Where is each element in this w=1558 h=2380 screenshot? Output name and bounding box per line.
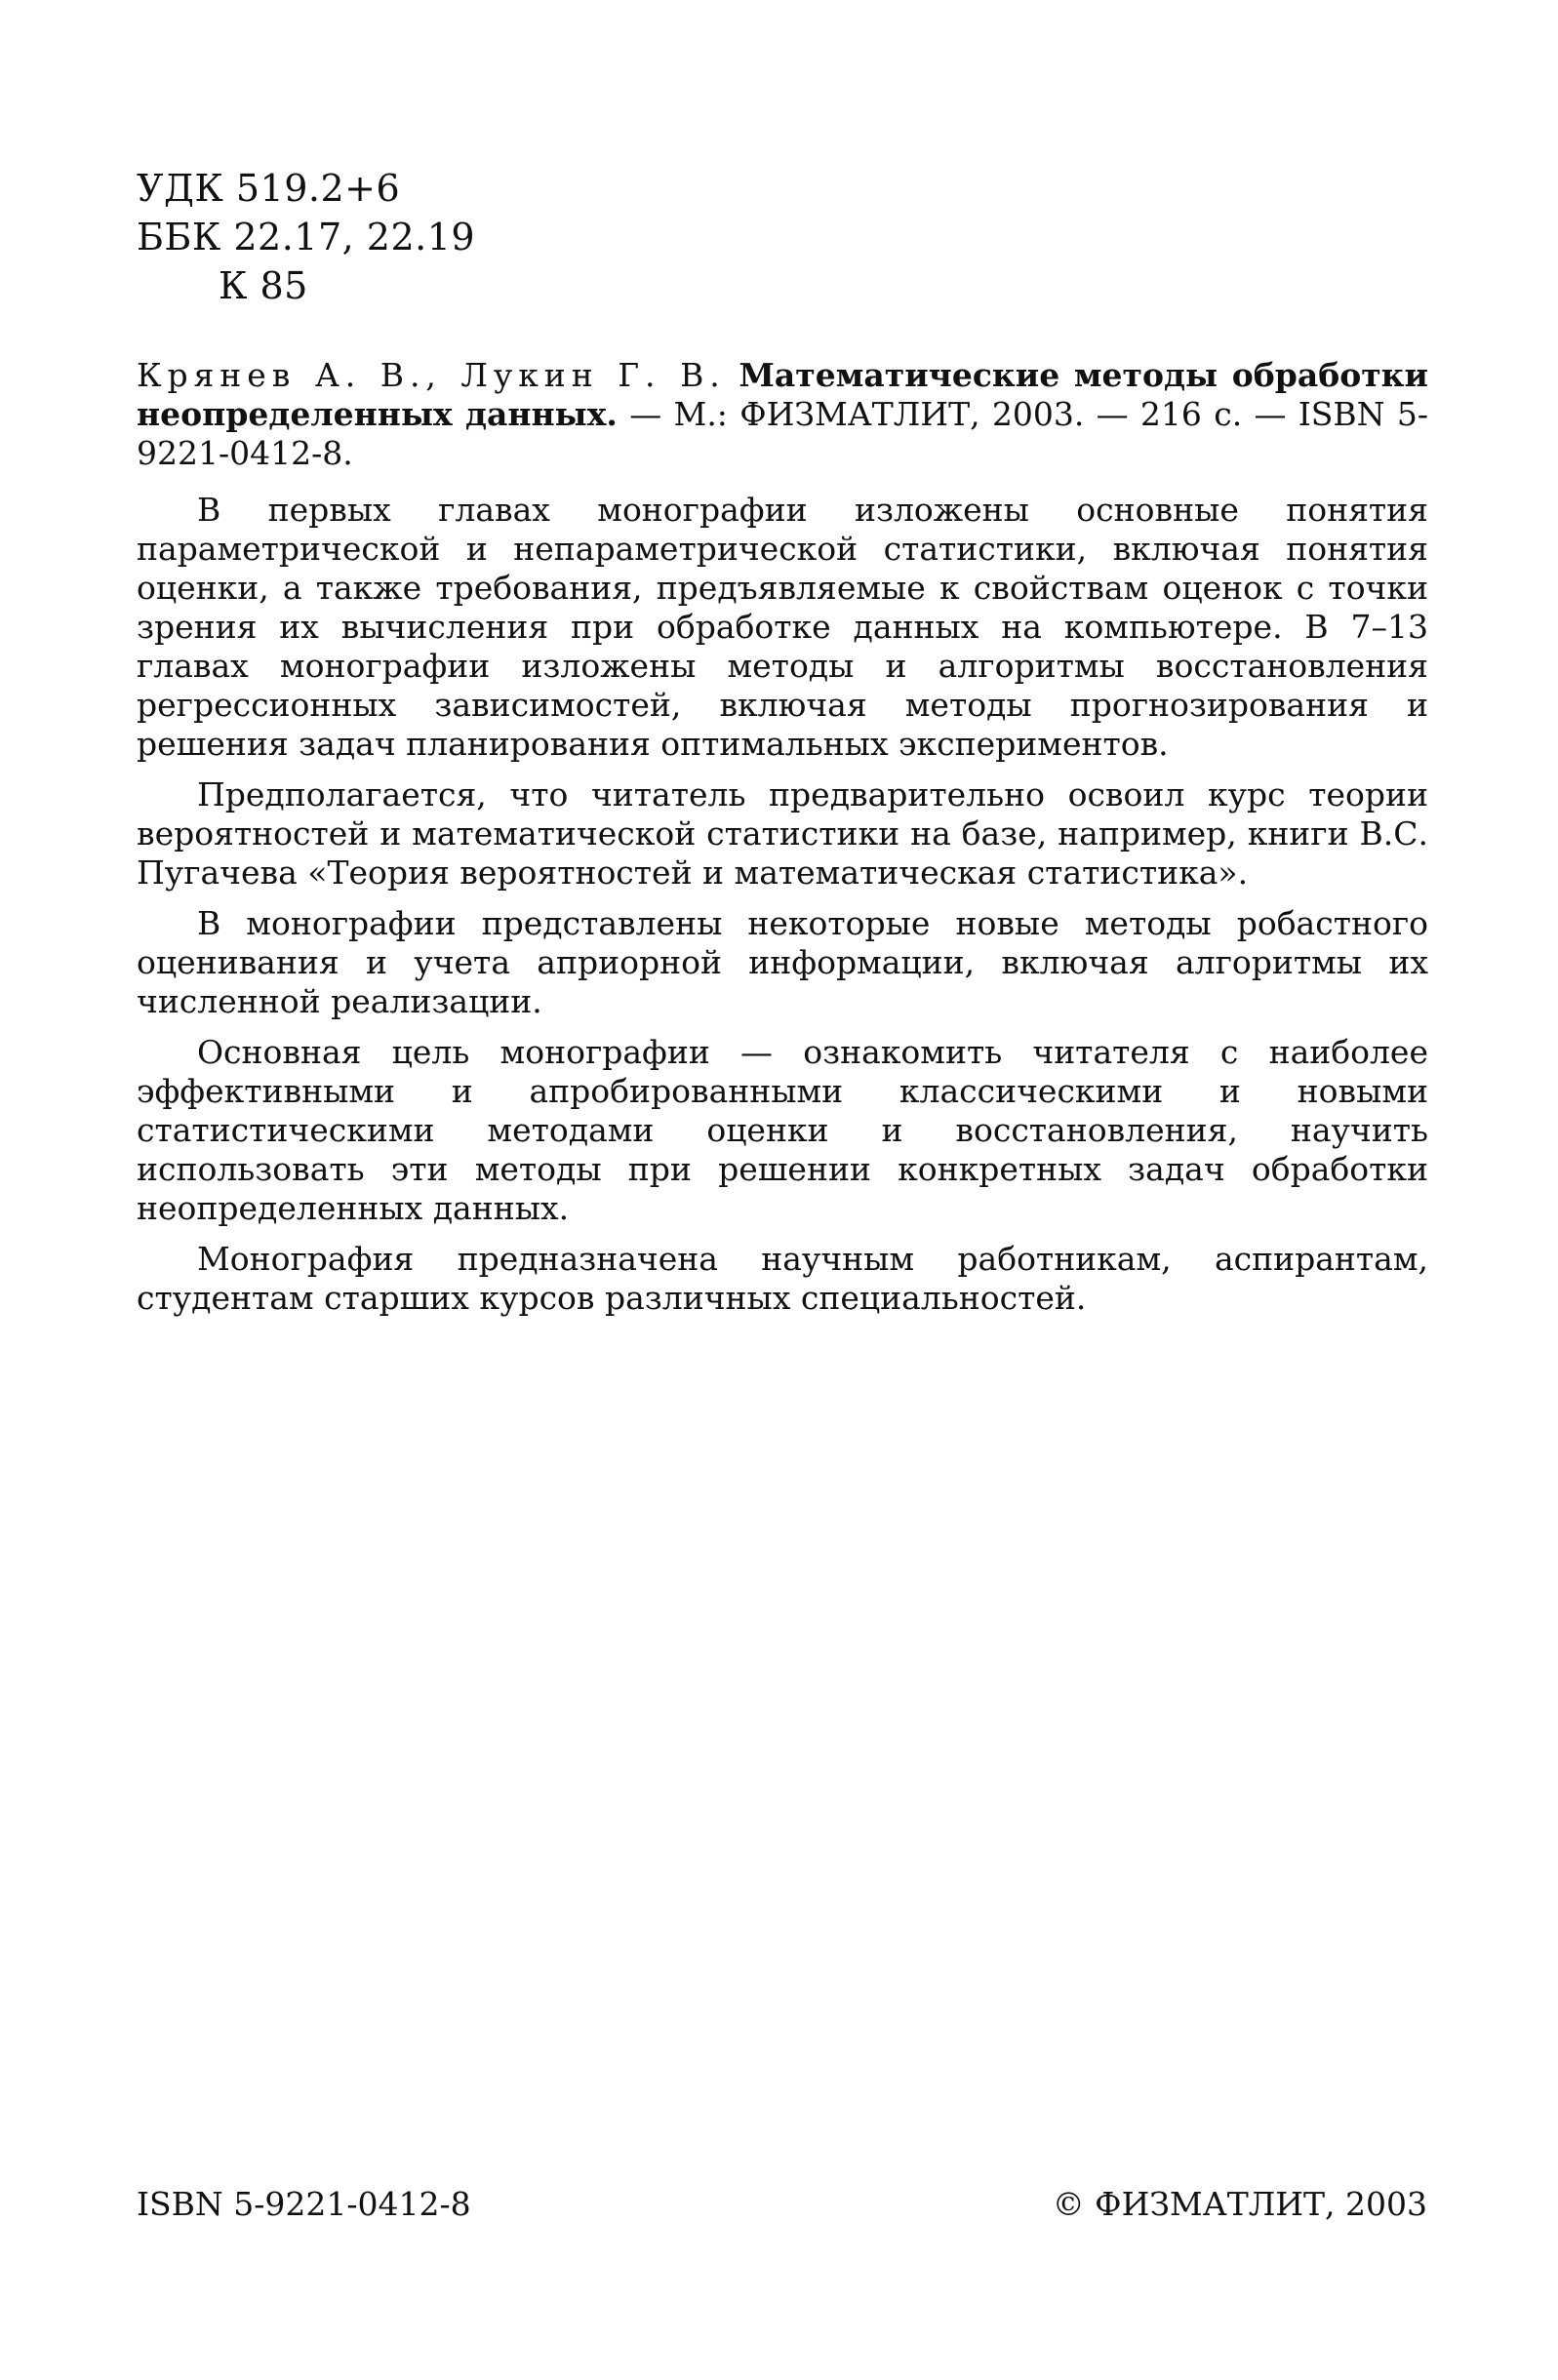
udk-code: УДК 519.2+6 [137, 167, 401, 210]
page-content [137, 356, 1428, 1329]
classification-codes [137, 164, 475, 310]
annotation-paragraph-1: В первых главах монографии изложены основные понятия параметрической и непараметрической статистики, включая понятия оценки, а также требования, предъявляемые к свойствам оценок с точки зрения их вычисления при обработке данных на компьютере. В 7–13 главах монографии изложены методы и алгоритмы восстановления регрессионных зависимостей, включая методы прогнозирования и решения задач планирования оптимальных экспериментов. [137, 491, 1428, 763]
footer-isbn: ISBN 5-9221-0412-8 [137, 2185, 471, 2223]
footer-copyright: © ФИЗМАТЛИТ, 2003 [1052, 2185, 1427, 2223]
bbk-code: ББК 22.17, 22.19 [137, 216, 476, 258]
page-footer [137, 2185, 1427, 2223]
annotation-paragraph-3: В монографии представлены некоторые новые методы робастного оценивания и учета априорной информации, включая алгоритмы их численной реализации. [137, 904, 1428, 1020]
annotation-paragraph-4: Основная цель монографии — ознакомить читателя с наиболее эффективными и апробированными классическими и новыми статистическими методами оценки и восстановления, научить использовать эти методы при решении конкретных задач обработки неопределенных данных. [137, 1033, 1428, 1227]
annotation-paragraph-2: Предполагается, что читатель предварительно освоил курс теории вероятностей и математической статистики на базе, например, книги В.С. Пугачева «Теория вероятностей и математическая статистика». [137, 775, 1428, 892]
annotation-paragraph-5: Монография предназначена научным работникам, аспирантам, студентам старших курсов различных специальностей. [137, 1240, 1428, 1317]
book-title: Математические методы обработки неопределенных данных. [137, 356, 1428, 433]
authors: Крянев А. В., Лукин Г. В. [137, 356, 726, 394]
imprint: — М.: ФИЗМАТЛИТ, 2003. — 216 с. — ISBN 5-9221-0412-8. [137, 395, 1428, 472]
author-mark: К 85 [219, 264, 308, 307]
bibliographic-record [137, 356, 1428, 473]
